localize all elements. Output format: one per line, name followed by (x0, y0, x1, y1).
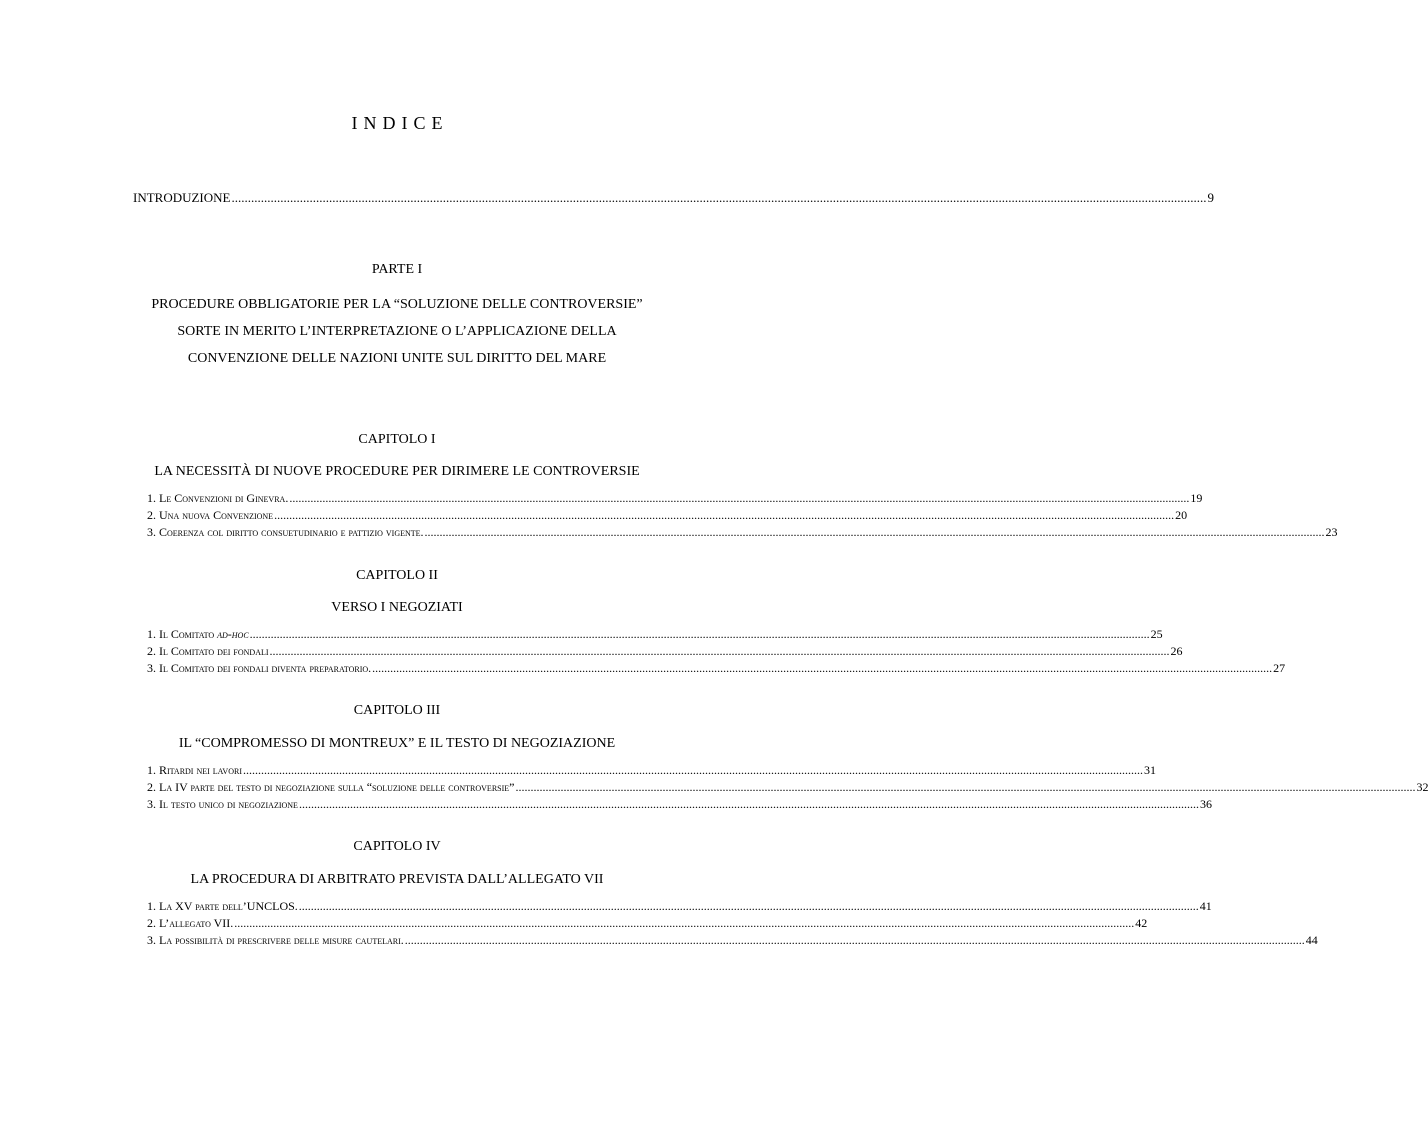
dot-leader: ............................................................................................................................................................................................................................................................................................................ (372, 661, 1273, 675)
dot-leader: ............................................................................................................................................................................................................................................................................................................ (269, 644, 1170, 658)
toc-entry[interactable] (147, 797, 1212, 812)
toc-entry-label: 1. Le Convenzioni di Ginevra. (147, 491, 289, 505)
toc-entry-page: 26 (1170, 644, 1183, 658)
toc-entry[interactable] (147, 644, 1183, 659)
toc-entry-page: 25 (1150, 627, 1163, 641)
part-title-line: SORTE IN MERITO L’INTERPRETAZIONE O L’APPLICAZIONE DELLA (177, 324, 617, 339)
dot-leader: ............................................................................................................................................................................................................................................................................................................ (234, 916, 1135, 930)
dot-leader: ............................................................................................................................................................................................................................................................................................................ (289, 491, 1190, 505)
toc-entry-label: INTRODUZIONE (133, 190, 231, 205)
chapter-subtitle: LA NECESSITÀ DI NUOVE PROCEDURE PER DIRIMERE LE CONTROVERSIE (154, 464, 640, 479)
part-title-line: CONVENZIONE DELLE NAZIONI UNITE SUL DIRITTO DEL MARE (187, 351, 607, 366)
toc-entry-label-italic: ad-hoc (217, 627, 249, 641)
toc-entry[interactable] (147, 780, 1428, 795)
toc-entry-page: 44 (1305, 933, 1318, 947)
toc-entry-label: 2. L’allegato VII. (147, 916, 234, 930)
dot-leader: ............................................................................................................................................................................................................................................................................................................ (231, 190, 1207, 205)
chapter-heading: CAPITOLO IV (353, 839, 441, 854)
toc-entry-label: 3. La possibilità di prescrivere delle misure cautelari. (147, 933, 404, 947)
toc-entry-label (147, 627, 249, 642)
toc-entry-label: 3. Il testo unico di negoziazione (147, 797, 298, 811)
toc-entry-label: 2. La IV parte del testo di negoziazione sulla “soluzione delle controversie” (147, 780, 515, 794)
toc-entry[interactable] (147, 899, 1212, 914)
toc-entry-page: 27 (1273, 661, 1286, 675)
toc-entry-introduction[interactable] (133, 190, 1214, 206)
part-title-line: PROCEDURE OBBLIGATORIE PER LA “SOLUZIONE DELLE CONTROVERSIE” (151, 297, 643, 312)
dot-leader: ............................................................................................................................................................................................................................................................................................................ (424, 525, 1325, 539)
toc-entry-label: 2. Il Comitato dei fondali (147, 644, 269, 658)
toc-entry-page: 23 (1325, 525, 1338, 539)
toc-entry[interactable] (147, 933, 1318, 948)
toc-entry-label: 1. La XV parte dell’UNCLOS. (147, 899, 298, 913)
toc-entry-label: 1. Ritardi nei lavori (147, 763, 242, 777)
dot-leader: ............................................................................................................................................................................................................................................................................................................ (298, 899, 1199, 913)
toc-entry[interactable] (147, 627, 1163, 642)
toc-entry-label: 3. Il Comitato dei fondali diventa preparatorio. (147, 661, 372, 675)
toc-entry-page: 42 (1135, 916, 1148, 930)
part-heading: PARTE I (371, 262, 423, 277)
dot-leader: ............................................................................................................................................................................................................................................................................................................ (515, 780, 1416, 794)
dot-leader: ............................................................................................................................................................................................................................................................................................................ (298, 797, 1199, 811)
dot-leader: ............................................................................................................................................................................................................................................................................................................ (249, 627, 1150, 641)
toc-entry-page: 9 (1207, 190, 1214, 205)
toc-entry[interactable] (147, 763, 1156, 778)
chapter-heading: CAPITOLO II (356, 568, 438, 583)
toc-entry-label: 2. Una nuova Convenzione (147, 508, 274, 522)
chapter-subtitle: LA PROCEDURA DI ARBITRATO PREVISTA DALL’ALLEGATO VII (190, 872, 604, 887)
toc-entry[interactable] (147, 508, 1188, 523)
toc-entry-label: 3. Coerenza col diritto consuetudinario e pattizio vigente. (147, 525, 424, 539)
toc-entry-page: 20 (1175, 508, 1188, 522)
toc-entry[interactable] (147, 525, 1338, 540)
dot-leader: ............................................................................................................................................................................................................................................................................................................ (274, 508, 1175, 522)
dot-leader: ............................................................................................................................................................................................................................................................................................................ (404, 933, 1305, 947)
toc-entry-page: 41 (1199, 899, 1212, 913)
chapter-subtitle: IL “COMPROMESSO DI MONTREUX” E IL TESTO DI NEGOZIAZIONE (178, 736, 616, 751)
toc-entry[interactable] (147, 916, 1148, 931)
toc-entry-page: 19 (1190, 491, 1203, 505)
toc-entry-label-text: 1. Il Comitato (147, 627, 218, 641)
toc-entry[interactable] (147, 491, 1203, 506)
page-title: INDICE (351, 113, 449, 133)
chapter-subtitle: VERSO I NEGOZIATI (331, 600, 463, 615)
toc-entry[interactable] (147, 661, 1286, 676)
chapter-heading: CAPITOLO I (358, 432, 436, 447)
chapter-heading: CAPITOLO III (353, 703, 441, 718)
dot-leader: ............................................................................................................................................................................................................................................................................................................ (242, 763, 1143, 777)
toc-entry-page: 32 (1416, 780, 1428, 794)
toc-entry-page: 36 (1199, 797, 1212, 811)
toc-entry-page: 31 (1143, 763, 1156, 777)
